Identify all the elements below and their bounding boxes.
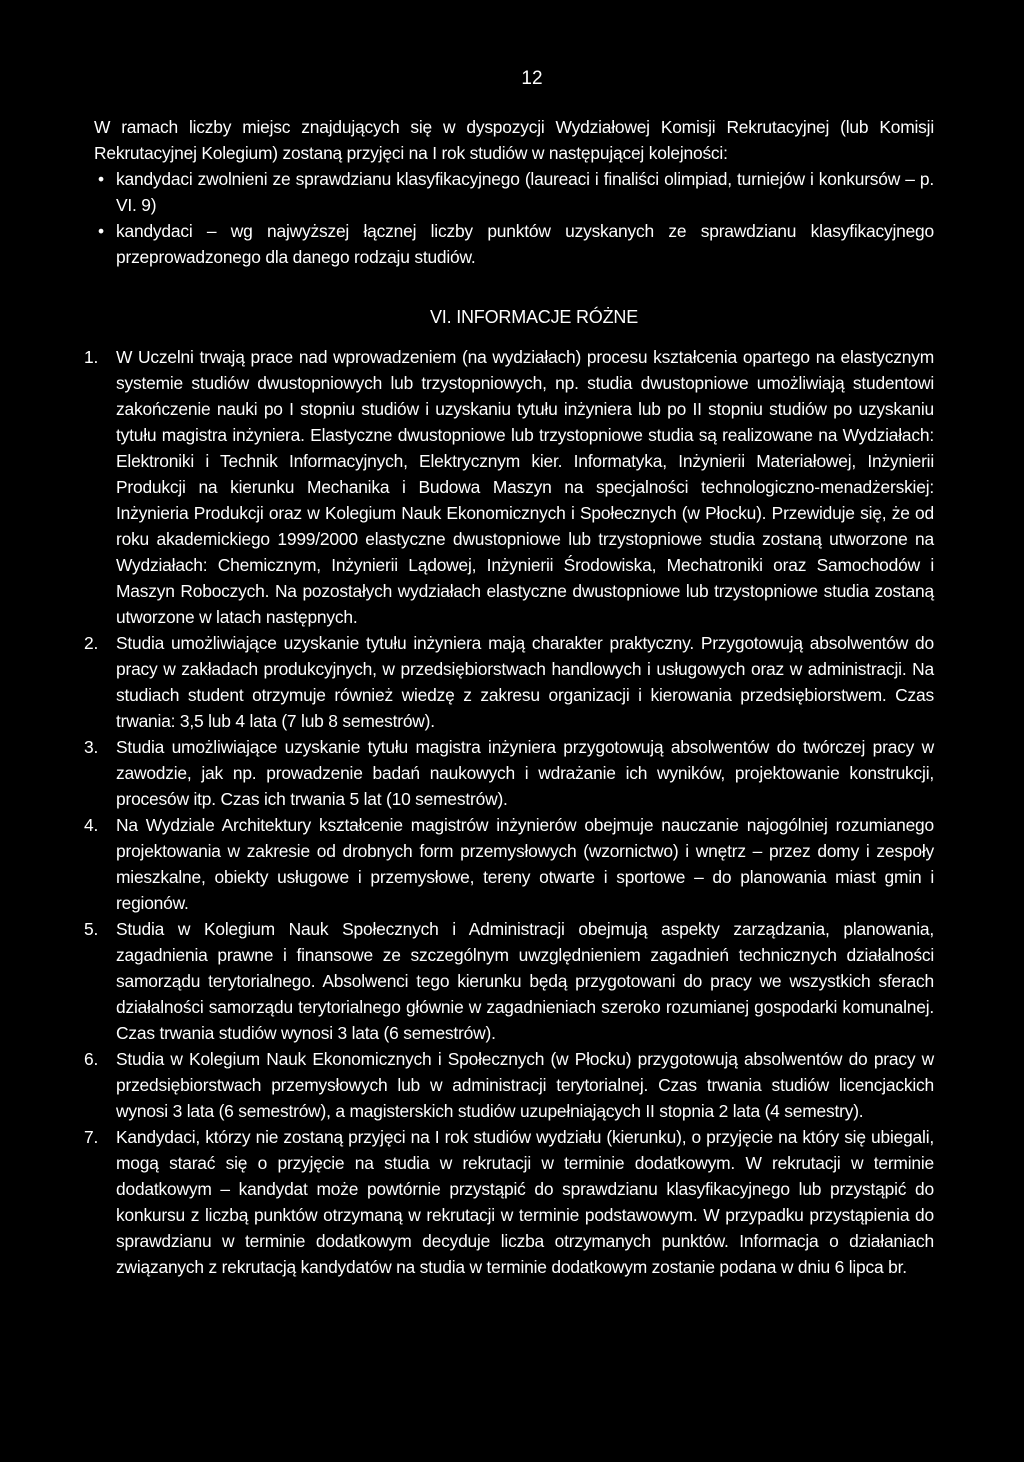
intro-paragraph: W ramach liczby miejsc znajdujących się w dyspozycji Wydziałowej Komisji Rekrutacyjnej (lub Komisji Rekrutacyjnej Kolegium) zostaną przyjęci na I rok studiów w następującej kolejności: (94, 117, 934, 163)
item-number: 7. (84, 1127, 99, 1147)
item-text: Na Wydziale Architektury kształcenie magistrów inżynierów obejmuje nauczanie najogólniej rozumianego projektowania w zakresie od drobnych form przemysłowych (wzornictwo) i wnętrz – przez domy i zespoły mieszkalne, obiekty usługowe i przemysłowe, tereny otwarte i sportowe – do planowania miast gmin i regionów. (116, 815, 934, 913)
item-number: 1. (84, 347, 99, 367)
bullet-text: kandydaci zwolnieni ze sprawdzianu klasyfikacyjnego (laureaci i finaliści olimpiad, turniejów i konkursów – p. VI. 9) (116, 169, 934, 215)
document-body (84, 114, 934, 1280)
bullet-list (94, 166, 934, 270)
list-item (84, 630, 934, 734)
item-text: Studia w Kolegium Nauk Ekonomicznych i Społecznych (w Płocku) przygotowują absolwentów do pracy w przedsiębiorstwach przemysłowych lub w administracji terytorialnej. Czas trwania studiów licencjackich wynosi 3 lata (6 semestrów), a magisterskich studiów uzupełniających II stopnia 2 lata (4 semestry). (116, 1049, 934, 1121)
item-number: 4. (84, 815, 99, 835)
item-number: 2. (84, 633, 99, 653)
list-item (84, 734, 934, 812)
bullet-item (94, 166, 934, 218)
numbered-list (84, 344, 934, 1280)
list-item (84, 344, 934, 630)
item-text: Kandydaci, którzy nie zostaną przyjęci na I rok studiów wydziału (kierunku), o przyjęcie na który się ubiegali, mogą starać się o przyjęcie na studia w rekrutacji w terminie dodatkowym. W rekrutacji w terminie dodatkowym – kandydat może powtórnie przystąpić do sprawdzianu klasyfikacyjnego lub przystąpić do konkursu z liczbą punktów otrzymaną w rekrutacji w terminie podstawowym. W przypadku przystąpienia do sprawdzianu w terminie dodatkowym decyduje liczba otrzymanych punktów. Informacja o działaniach związanych z rekrutacją kandydatów na studia w terminie dodatkowym zostanie podana w dniu 6 lipca br. (116, 1127, 934, 1277)
list-item (84, 1124, 934, 1280)
item-text: Studia umożliwiające uzyskanie tytułu magistra inżyniera przygotowują absolwentów do twórczej pracy w zawodzie, jak np. prowadzenie badań naukowych i wdrażanie ich wyników, projektowanie konstrukcji, procesów itp. Czas ich trwania 5 lat (10 semestrów). (116, 737, 934, 809)
bullet-item (94, 218, 934, 270)
item-text: Studia w Kolegium Nauk Społecznych i Administracji obejmują aspekty zarządzania, planowania, zagadnienia prawne i finansowe ze szczególnym uwzględnieniem zagadnień technicznych działalności samorządu terytorialnego. Absolwenci tego kierunku będą przygotowani do pracy we wszystkich sferach działalności samorządu terytorialnego głównie w zagadnieniach szeroko rozumianej gospodarki komunalnej. Czas trwania studiów wynosi 3 lata (6 semestrów). (116, 919, 934, 1043)
bullet-icon: • (98, 221, 104, 241)
item-number: 6. (84, 1049, 99, 1069)
item-number: 3. (84, 737, 99, 757)
item-text: W Uczelni trwają prace nad wprowadzeniem (na wydziałach) procesu kształcenia opartego na elastycznym systemie studiów dwustopniowych lub trzystopniowych, np. studia dwustopniowe umożliwiają studentowi zakończenie nauki po I stopniu studiów i uzyskaniu tytułu inżyniera lub po II stopniu studiów po uzyskaniu tytułu magistra inżyniera. Elastyczne dwustopniowe lub trzystopniowe studia są realizowane na Wydziałach: Elektroniki i Technik Informacyjnych, Elektrycznym kier. Informatyka, Inżynierii Materiałowej, Inżynierii Produkcji na kierunku Mechanika i Budowa Maszyn na specjalności technologiczno-menadżerskiej: Inżynieria Produkcji oraz w Kolegium Nauk Ekonomicznych i Społecznych (w Płocku). Przewiduje się, że od roku akademickiego 1999/2000 elastyczne dwustopniowe lub trzystopniowe studia zostaną utworzone na Wydziałach: Chemicznym, Inżynierii Lądowej, Inżynierii Środowiska, Mechatroniki oraz Samochodów i Maszyn Roboczych. Na pozostałych wydziałach elastyczne dwustopniowe lub trzystopniowe studia zostaną utworzone w latach następnych. (116, 347, 934, 627)
list-item (84, 916, 934, 1046)
list-item (84, 812, 934, 916)
page-number: 12 (521, 68, 543, 89)
list-item (84, 1046, 934, 1124)
item-number: 5. (84, 919, 99, 939)
item-text: Studia umożliwiające uzyskanie tytułu inżyniera mają charakter praktyczny. Przygotowują absolwentów do pracy w zakładach produkcyjnych, w przedsiębiorstwach handlowych i usługowych oraz w administracji. Na studiach student otrzymuje również wiedzę z zakresu organizacji i kierowania przedsiębiorstwem. Czas trwania: 3,5 lub 4 lata (7 lub 8 semestrów). (116, 633, 934, 731)
bullet-text: kandydaci – wg najwyższej łącznej liczby punktów uzyskanych ze sprawdzianu klasyfikacyjnego przeprowadzonego dla danego rodzaju studiów. (116, 221, 934, 267)
section-heading: VI. INFORMACJE RÓŻNE (429, 307, 638, 327)
bullet-icon: • (98, 169, 104, 189)
